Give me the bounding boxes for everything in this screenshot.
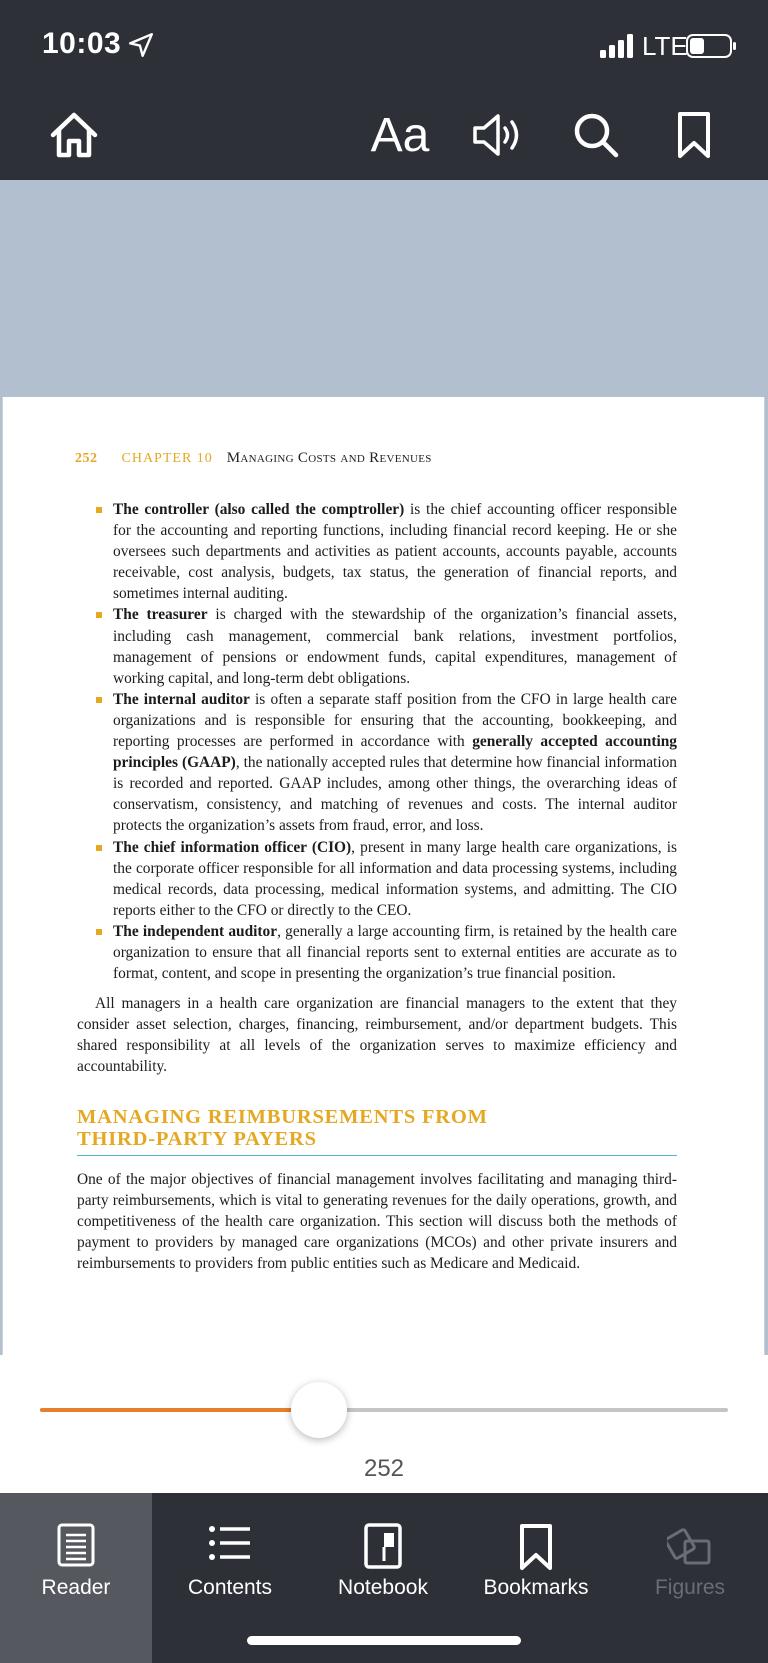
bullet-text: is the chief accounting officer responsible for the accounting and reporting functions, including financial record keeping. He or she oversees such departments and activities as patient accounts, accounts payable, accounts receivable, cost analysis, budgets, tax status, the generation of financial reports, and sometimes internal auditing. [113, 501, 677, 603]
search-icon [571, 110, 621, 160]
notebook-icon [364, 1523, 402, 1569]
page-slider-track[interactable] [40, 1408, 728, 1412]
section-paragraph: One of the major objectives of financial management involves facilitating and managing third-party reimbursements, which is vital to generating revenues for the daily operations, growth, and competitiveness of the health care organization. This section will discuss both the methods of payment to providers by managed care organizations (MCOs) and other private insurers and reimbursements to providers from public entities such as Medicare and Medicaid. [77, 1171, 677, 1273]
audio-icon [471, 111, 525, 159]
status-time: 10:03 [42, 27, 122, 60]
signal-icon [600, 34, 638, 58]
running-head [75, 450, 675, 467]
tab-label: Contents [187, 1576, 273, 1599]
term-independent-auditor: The independent auditor [113, 922, 278, 940]
running-head-chapter: CHAPTER 10 [121, 451, 213, 466]
bullet-controller [77, 499, 677, 604]
body-paragraph: All managers in a health care organization are financial managers to the extent that they consider asset selection, charges, financing, reimbursement, and/or department budgets. This shared responsibility at all levels of the organization serves to maximize efficiency and accountability. [77, 995, 677, 1076]
top-bar [0, 0, 768, 180]
page-slider-thumb[interactable] [291, 1382, 347, 1438]
tab-label: Figures [654, 1576, 726, 1599]
book-page[interactable] [2, 397, 765, 1355]
bullet-text: , the nationally accepted rules that determine how financial information is recorded and reported. GAAP includes, among other things, the overarching ideas of conservatism, consistency, and matching of revenues and costs. The internal auditor protects the organization’s assets from fraud, error, and loss. [113, 754, 677, 835]
bookmarks-icon [519, 1523, 553, 1571]
tab-label: Bookmarks [483, 1576, 589, 1599]
running-head-page-number: 252 [75, 451, 98, 466]
bullet-cio [77, 837, 677, 921]
slider-page-number: 252 [363, 1455, 405, 1482]
section-divider [77, 1155, 677, 1157]
section-heading [77, 1106, 677, 1150]
term-cio: The chief information officer (CIO) [113, 838, 352, 856]
tab-reader[interactable] [0, 1493, 152, 1663]
home-icon [49, 111, 99, 159]
network-type: LTE [642, 31, 688, 61]
contents-icon [208, 1523, 252, 1563]
term-treasurer: The treasurer [113, 606, 208, 624]
bullet-treasurer [77, 604, 677, 688]
page-body [77, 499, 677, 1275]
bullet-internal-auditor [77, 689, 677, 837]
section-heading-line-2: THIRD-PARTY PAYERS [77, 1127, 317, 1150]
reader-icon [57, 1523, 95, 1567]
search-button[interactable] [568, 105, 624, 165]
bookmark-icon [677, 111, 711, 159]
font-size-button[interactable]: Aa [370, 108, 430, 162]
home-indicator[interactable] [247, 1636, 521, 1645]
term-internal-auditor: The internal auditor [113, 690, 250, 708]
page-slider-progress [40, 1408, 319, 1412]
bullet-text: is often a separate staff position from the CFO in large health care organizations and is responsible for ensuring that the accounting, bookkeeping, and reporting processes are performed in accordance with [113, 690, 678, 751]
bullet-text: , generally a large accounting firm, is retained by the health care organization to ensure that all financial reports sent to external entities are accurate as to format, content, and scope in presenting the organization’s true financial position. [113, 922, 677, 983]
bullet-text: is charged with the stewardship of the organization’s financial assets, including cash management, commercial bank relations, investment portfolios, management of pensions or endowment funds, capital expenditures, management of working capital, and long-term debt obligations. [113, 606, 677, 687]
bullet-text: , present in many large health care organizations, is the corporate officer responsible for all information and data processing systems, including medical records, data processing, medical information systems, and admitting. The CIO reports either to the CFO or directly to the CEO. [113, 838, 677, 919]
home-button[interactable] [46, 105, 102, 165]
bookmark-button[interactable] [672, 105, 716, 165]
tab-figures[interactable] [614, 1493, 766, 1663]
section-heading-line-1: MANAGING REIMBURSEMENTS FROM [77, 1105, 488, 1128]
term-gaap: generally accepted accounting principles (GAAP) [113, 733, 677, 772]
battery-icon [686, 34, 738, 58]
running-head-title: Managing Costs and Revenues [226, 450, 432, 466]
page-slider-area [0, 1355, 768, 1493]
audio-button[interactable] [468, 105, 528, 165]
bullet-list [77, 499, 677, 984]
bullet-independent-auditor [77, 921, 677, 984]
figures-icon [667, 1523, 713, 1567]
tab-label: Notebook [338, 1576, 428, 1599]
tab-label: Reader [41, 1576, 111, 1599]
bottom-tab-bar [0, 1493, 768, 1663]
term-controller: The controller (also called the comptroller) [113, 501, 405, 518]
location-arrow-icon [128, 32, 154, 58]
